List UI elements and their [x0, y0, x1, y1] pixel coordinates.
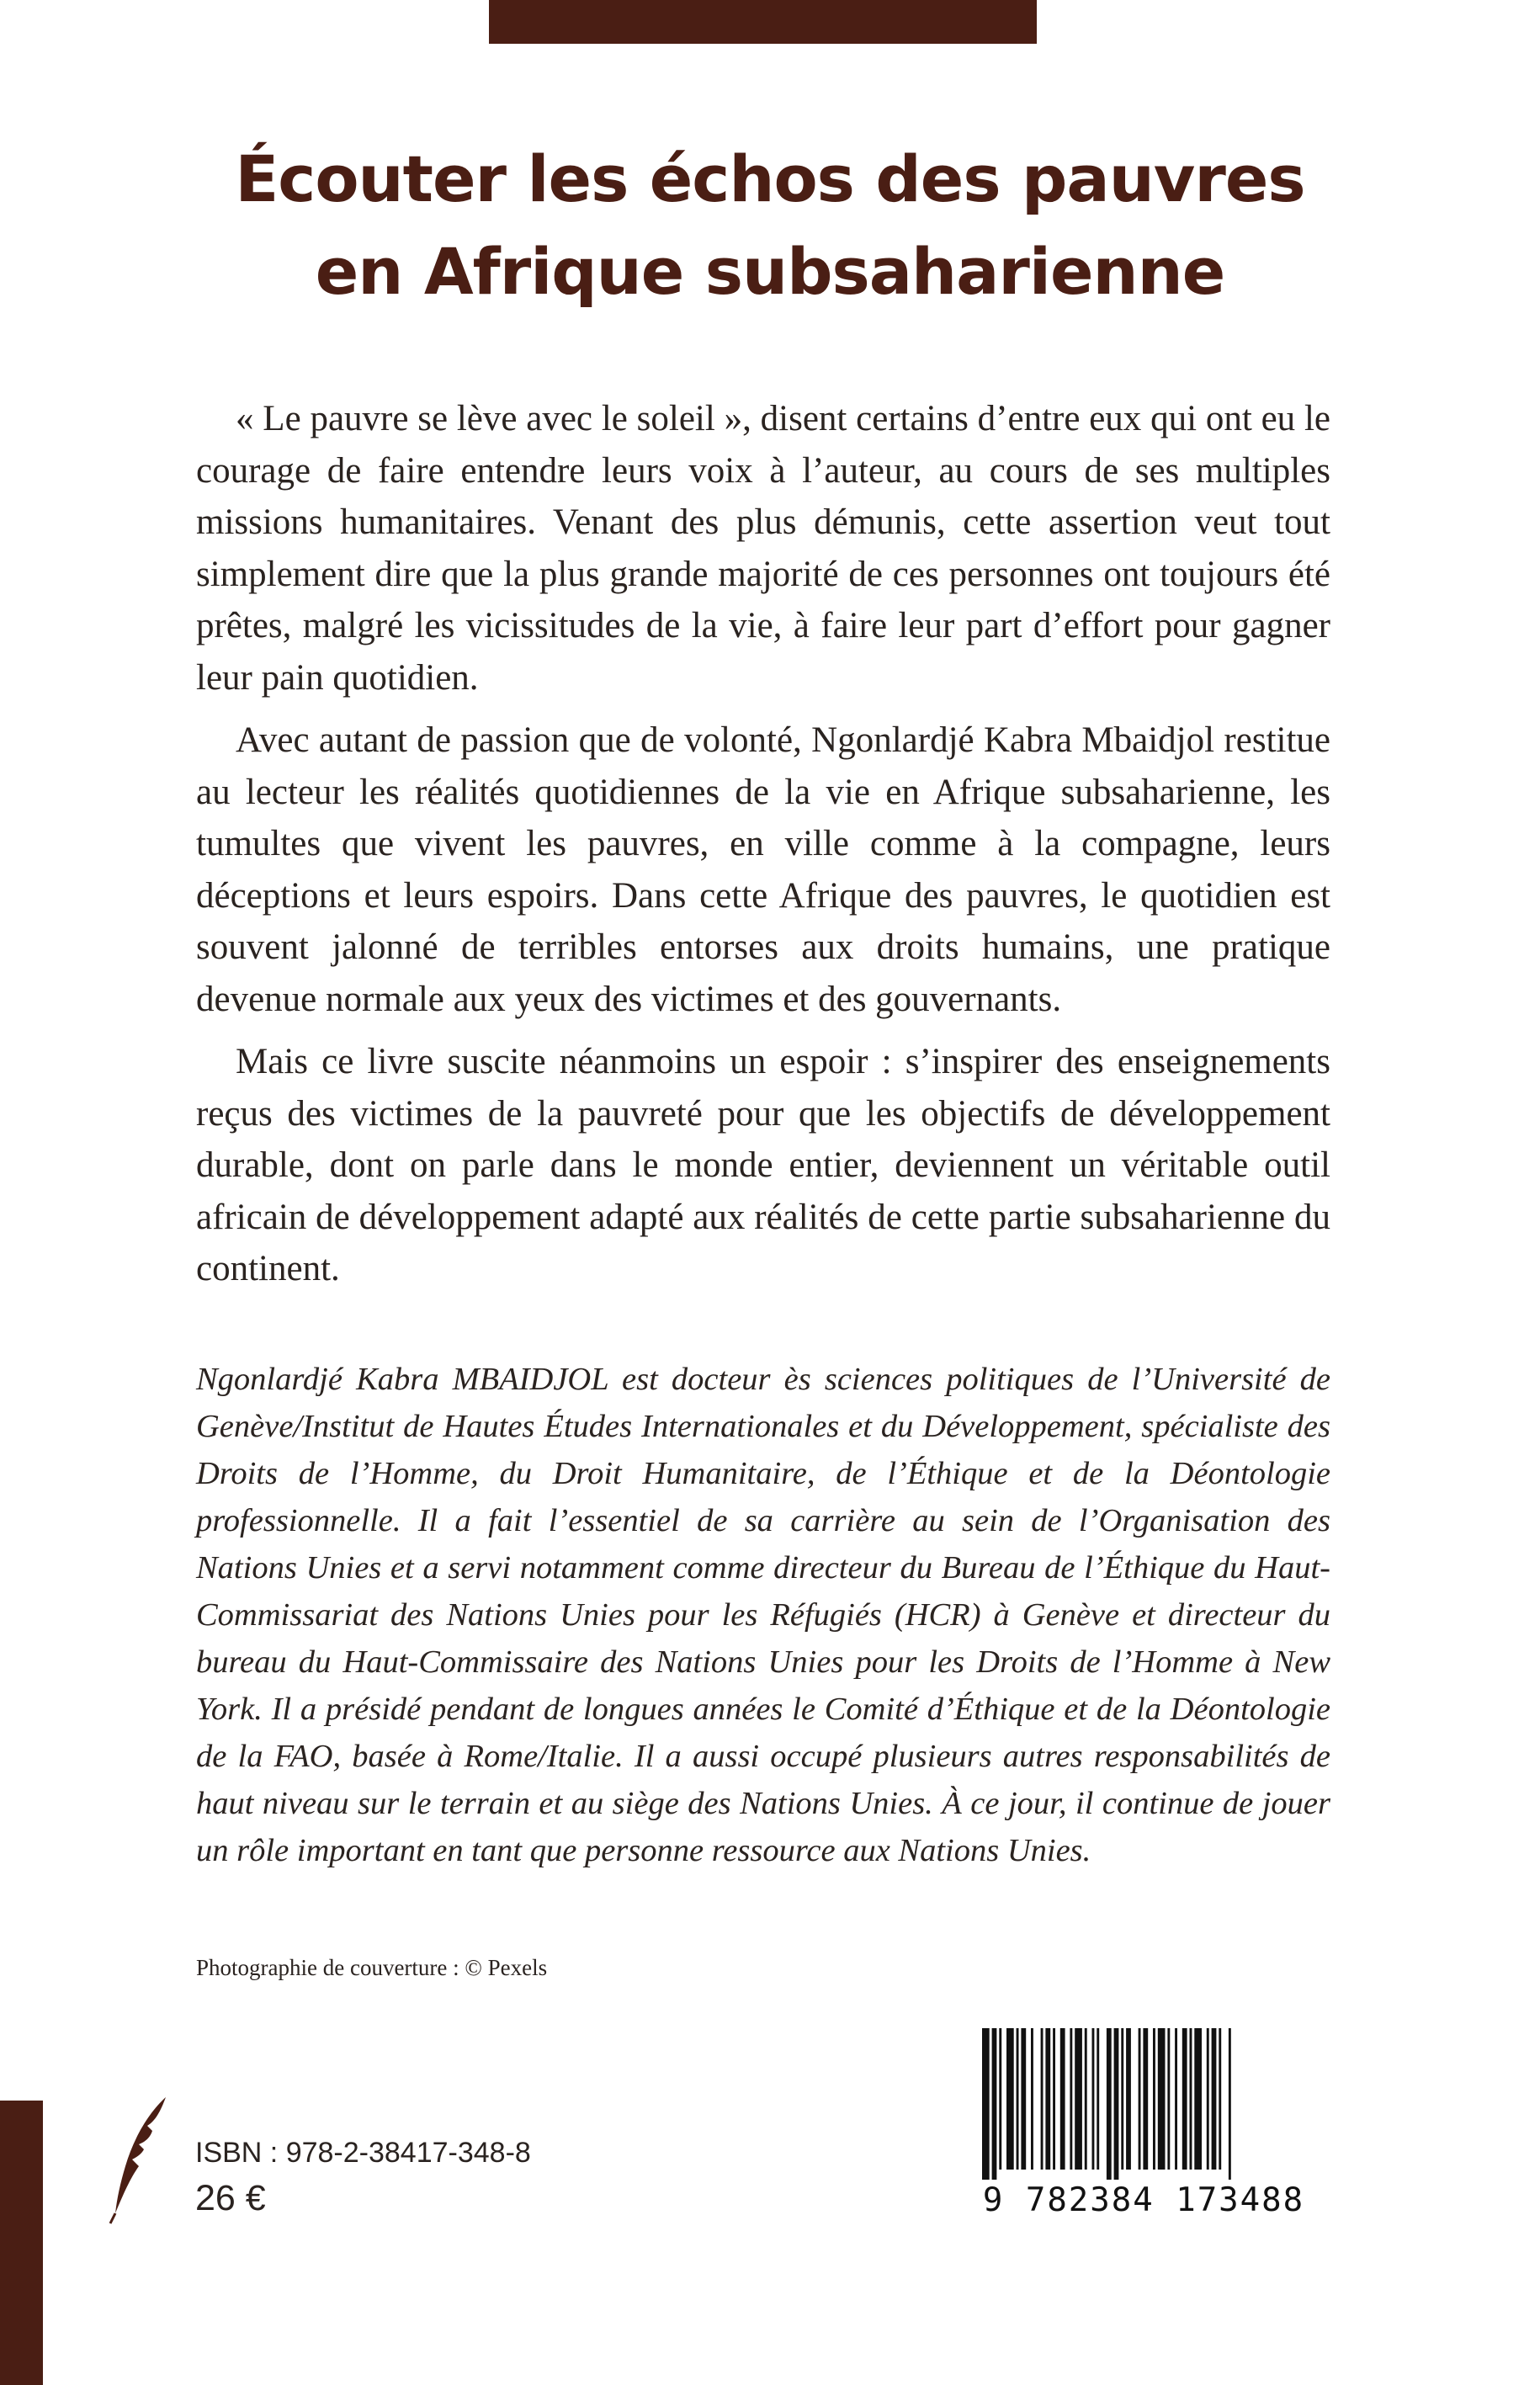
barcode — [967, 2028, 1320, 2222]
barcode-bar — [1167, 2028, 1170, 2170]
barcode-bar — [1031, 2028, 1033, 2170]
title-line-2: en Afrique subsaharienne — [315, 234, 1225, 309]
barcode-bar — [1182, 2028, 1187, 2170]
barcode-bar — [1121, 2028, 1123, 2170]
book-title — [118, 133, 1422, 318]
barcode-digits: 9 782384 173488 — [982, 2181, 1305, 2219]
barcode-bar — [1139, 2028, 1141, 2170]
barcode-bar — [1229, 2028, 1231, 2180]
barcode-bar — [1060, 2028, 1065, 2170]
barcode-bar — [1070, 2028, 1072, 2170]
barcode-bar — [1092, 2028, 1095, 2170]
barcode-bar — [1053, 2028, 1055, 2170]
barcode-bar — [1041, 2028, 1043, 2170]
barcode-bar — [982, 2028, 990, 2180]
price: 26 € — [195, 2178, 266, 2218]
barcode-bar — [1153, 2028, 1155, 2170]
feather-icon — [105, 2094, 173, 2224]
barcode-bar — [1097, 2028, 1099, 2170]
barcode-bar — [1194, 2028, 1202, 2170]
barcode-bar — [1085, 2028, 1087, 2170]
barcode-bar — [1114, 2028, 1119, 2180]
title-line-1: Écouter les échos des pauvres — [235, 141, 1305, 216]
barcode-bar — [1158, 2028, 1166, 2170]
barcode-bar — [1075, 2028, 1082, 2170]
blurb-paragraph-2: Avec autant de passion que de volonté, Ngonlardjé Kabra Mbaidjol restitue au lecteur les réalités quotidiennes de la vie en Afrique subsaharienne, les tumultes que vivent les pauvres, en ville comme à la compagne, leurs déceptions et leurs espoirs. Dans cette Afrique des pauvres, le quotidien est souvent jalonné de terribles entorses aux droits humains, une pratique devenue normale aux yeux des victimes et des gouvernants. — [196, 720, 1330, 1019]
barcode-bar — [1212, 2028, 1217, 2170]
barcode-icon — [967, 2028, 1320, 2180]
barcode-bar — [1219, 2028, 1221, 2170]
barcode-bar — [1017, 2028, 1019, 2170]
author-bio: Ngonlardjé Kabra MBAIDJOL est docteur ès sciences politiques de l’Université de Genève/Institut de Hautes Études Internationales et du Développement, spécialiste des Droits de l’Homme, du Droit Humanitaire, de l’Éthique et de la Déontologie professionnelle. Il a fait l’essentiel de sa carrière au sein de l’Organisation des Nations Unies et a servi notamment comme directeur du Bureau de l’Éthique du Haut-Commissariat des Nations Unies pour les Réfugiés (HCR) à Genève et directeur du bureau du Haut-Commissaire des Nations Unies pour les Droits de l’Homme à New York. Il a présidé pendant de longues années le Comité d’Éthique et de la Déontologie de la FAO, basée à Rome/Italie. Il a aussi occupé plusieurs autres responsabilités de haut niveau sur le terrain et au siège des Nations Unies. À ce jour, il continue de jouer un rôle important en tant que personne ressource aux Nations Unies. — [196, 1362, 1330, 1868]
blurb-paragraph-1: « Le pauvre se lève avec le soleil », disent certains d’entre eux qui ont eu le courage de faire entendre leurs voix à l’auteur, au cours de ses multiples missions humanitaires. Venant des plus démunis, cette assertion veut tout simplement dire que la plus grande majorité de ces personnes ont toujours été prêtes, malgré les vicissitudes de la vie, à faire leur part d’effort pour gagner leur pain quotidien. — [196, 399, 1330, 698]
isbn: ISBN : 978-2-38417-348-8 — [195, 2137, 531, 2169]
left-accent-bar — [0, 2101, 43, 2385]
barcode-bar — [999, 2028, 1001, 2170]
back-cover-blurb — [196, 393, 1330, 1306]
barcode-bar — [1175, 2028, 1177, 2170]
barcode-bar — [1107, 2028, 1112, 2180]
barcode-bar — [1207, 2028, 1209, 2170]
barcode-bar — [1021, 2028, 1026, 2170]
barcode-bar — [1006, 2028, 1014, 2170]
blurb-paragraph-3: Mais ce livre suscite néanmoins un espoir : s’inspirer des enseignements reçus des victimes de la pauvreté pour que les objectifs de développement durable, dont on parle dans le monde entier, deviennent un véritable outil africain de développement adapté aux réalités de cette partie subsaharienne du continent. — [196, 1042, 1330, 1288]
photo-credit: Photographie de couverture : © Pexels — [196, 1955, 548, 1980]
top-accent-bar — [489, 0, 1037, 44]
barcode-bar — [992, 2028, 997, 2180]
barcode-bar — [1190, 2028, 1192, 2170]
barcode-bar — [1126, 2028, 1131, 2170]
barcode-bar — [1143, 2028, 1148, 2170]
barcode-bar — [1045, 2028, 1050, 2170]
